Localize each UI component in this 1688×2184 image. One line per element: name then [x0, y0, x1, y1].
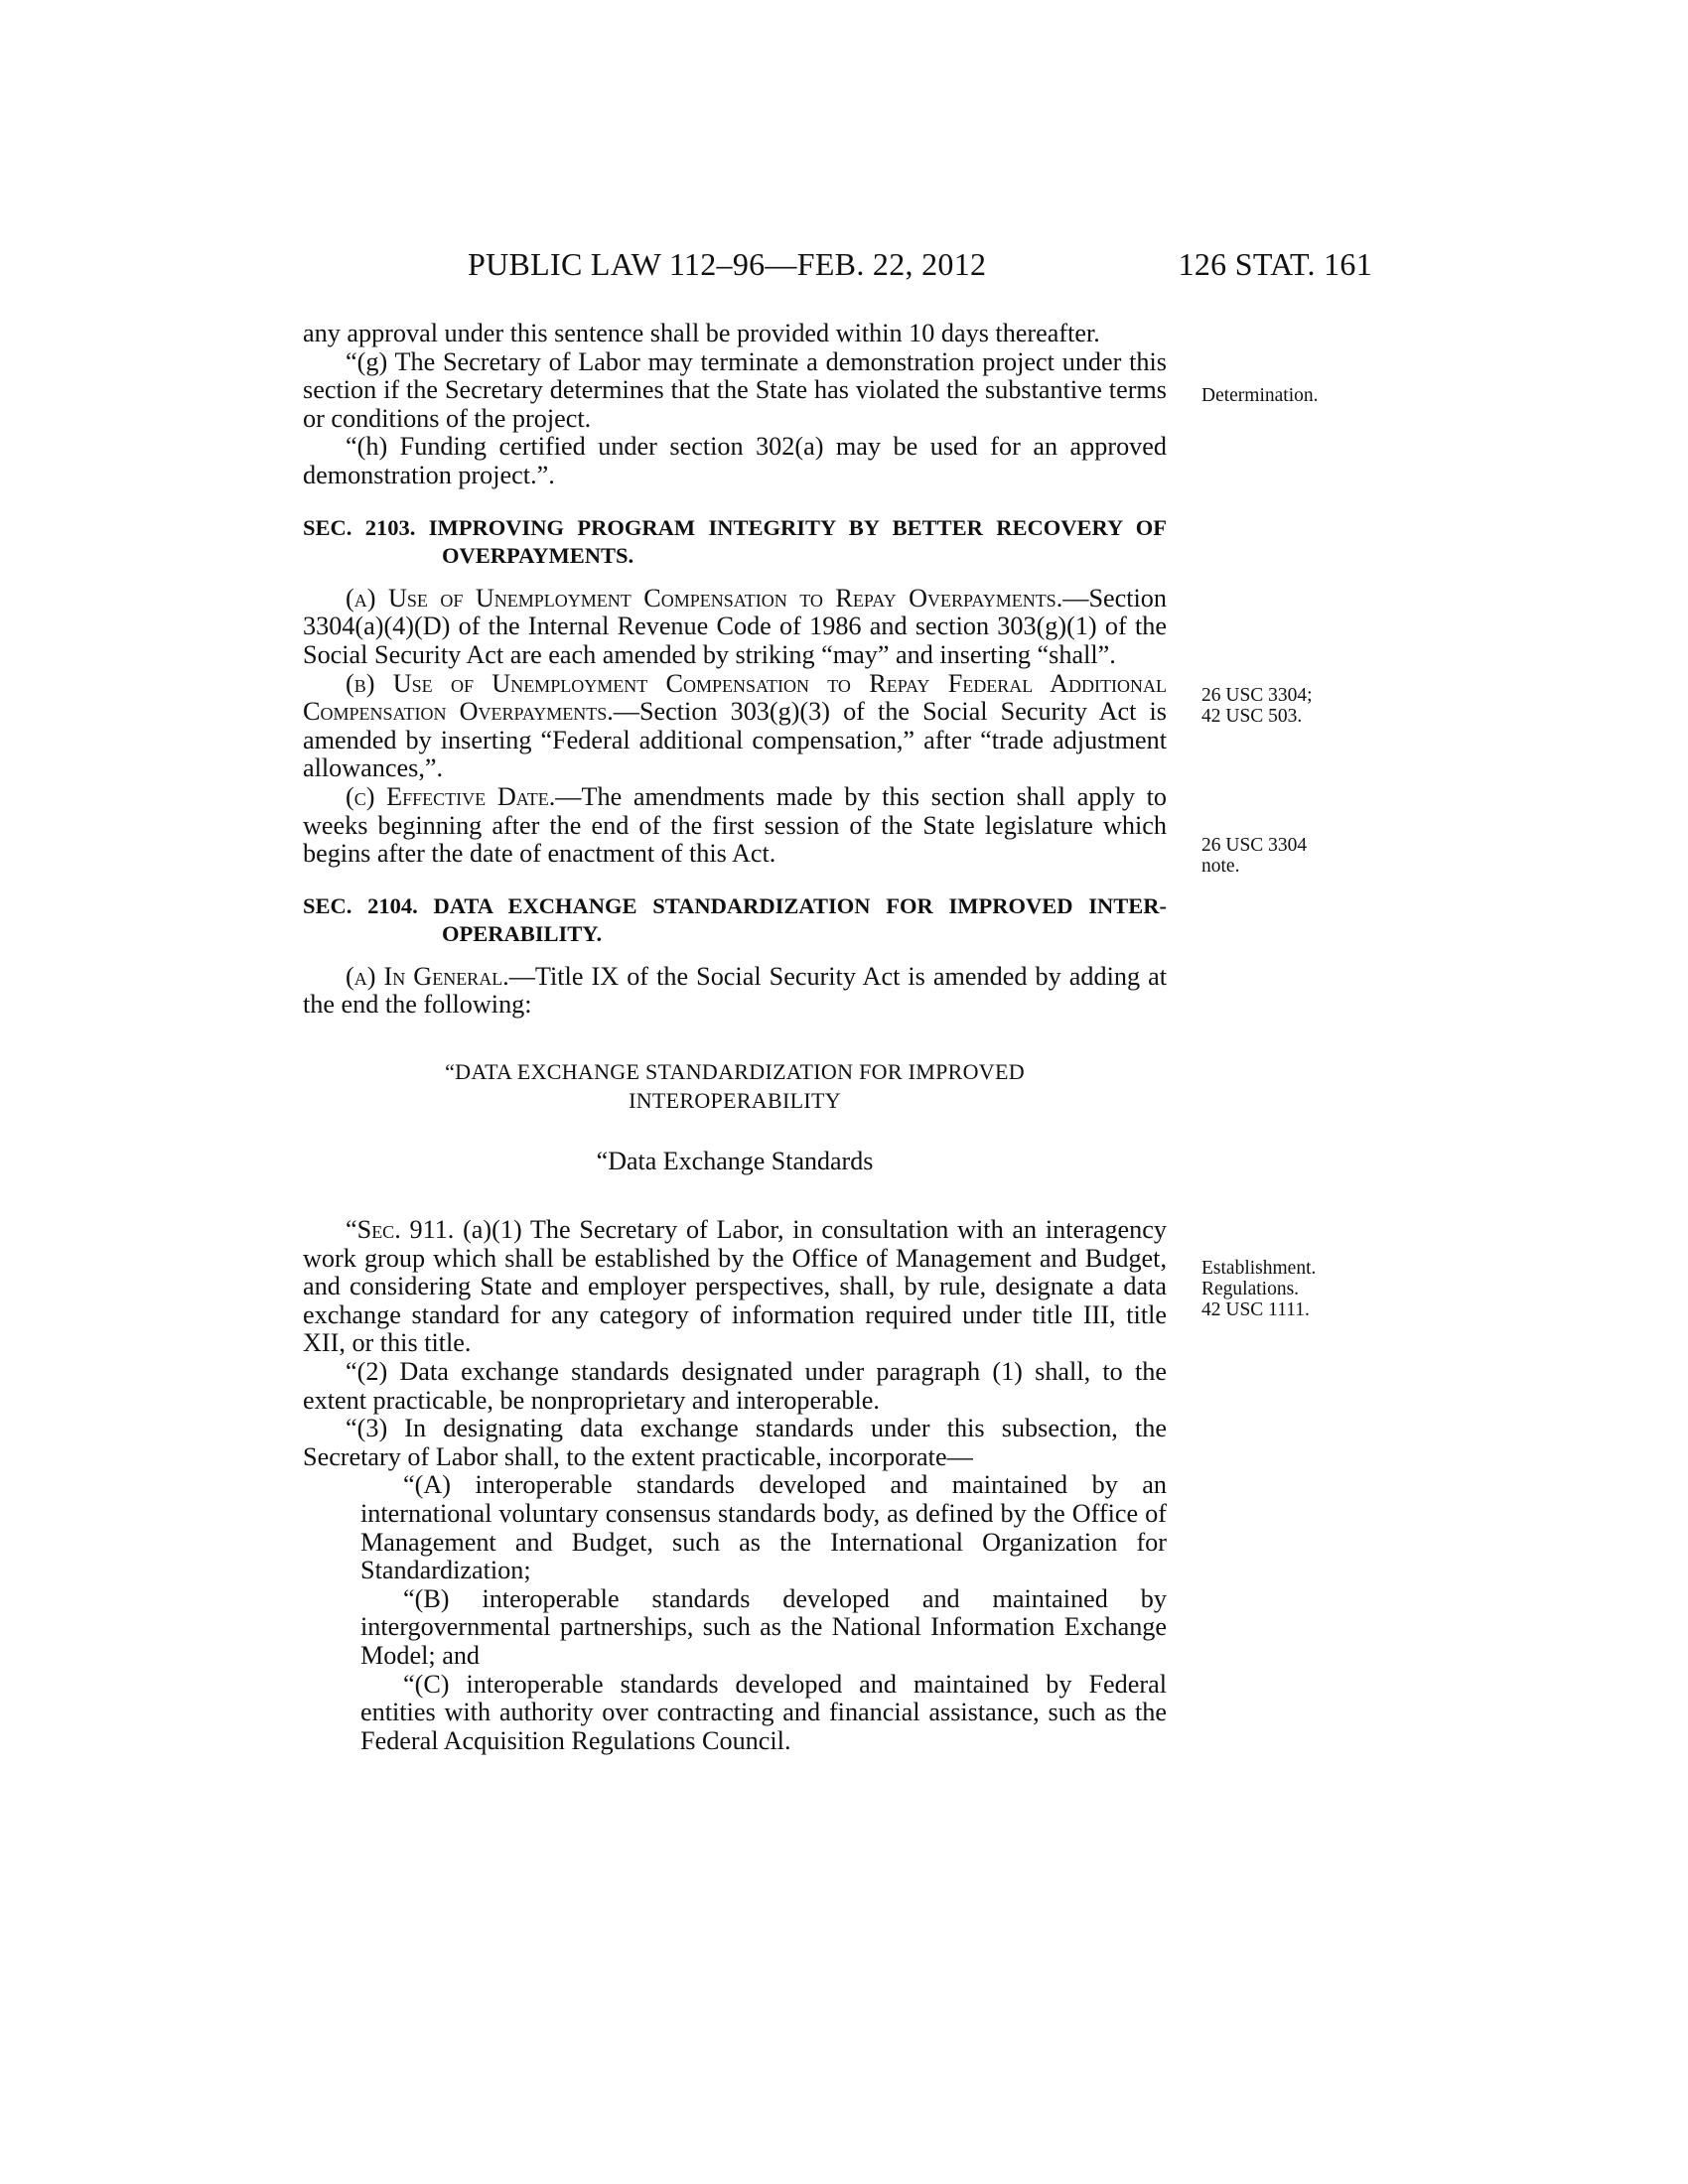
subsection-in-general: [303, 963, 1167, 1020]
margin-note-line: 42 USC 1111.: [1201, 1299, 1310, 1320]
margin-note-line: Regulations.: [1201, 1279, 1300, 1299]
margin-note-usc-citation: [1201, 685, 1313, 727]
margin-note-line: 26 USC 3304;: [1201, 685, 1313, 706]
margin-note-line: note.: [1201, 856, 1240, 877]
section-heading-2104: SEC. 2104. DATA EXCHANGE STANDARDIZATION FOR IMPROVED INTER-OPERABILITY.: [303, 892, 1167, 947]
subsection-heading: (c) Effective Date.: [346, 781, 556, 811]
margin-note-line: Determination.: [1201, 385, 1319, 406]
paragraph-g: “(g) The Secretary of Labor may terminate a demonstration project under this section if the Secretary determines that the State has violated the substantive terms or conditions of the project.: [303, 346, 1167, 433]
margin-note-establishment: [1201, 1258, 1316, 1320]
running-header: PUBLIC LAW 112–96—FEB. 22, 2012: [468, 246, 987, 282]
subsection-text: —Section 3304(a)(4)(D) of the Internal Revenue Code of 1986 and section 303(g)(1) of the Social Security Act are each amended by striking “may” and inserting “shall”.: [303, 583, 1167, 669]
subsection-heading: (a) Use of Unemployment Compensation to Repay Overpayments.: [346, 583, 1063, 613]
margin-note-usc-note: [1201, 835, 1307, 877]
inserted-subtitle: “Data Exchange Standards: [596, 1147, 874, 1176]
margin-note-line: Establishment.: [1201, 1258, 1317, 1279]
statute-body: [303, 320, 1167, 1755]
page-citation: 126 STAT. 161: [1178, 246, 1372, 282]
section-text: 911. (a)(1) The Secretary of Labor, in consultation with an interagency work group which shall be established by the Office of Management and Budget, and considering State and employer perspectives, shall, by rule, designate a data exchange standard for any category of information required under title III, title XII, or this title.: [303, 1215, 1167, 1358]
subparagraph-C: “(C) interoperable standards developed and maintained by Federal entities with authority over contracting and financial assistance, such as the Federal Acquisition Regulations Council.: [360, 1669, 1167, 1755]
subsection-b: [303, 670, 1167, 783]
margin-note-line: 26 USC 3304: [1201, 835, 1308, 856]
paragraph-3: “(3) In designating data exchange standards under this subsection, the Secretary of Labor shall, to the extent practicable, incorporate—: [303, 1414, 1167, 1471]
inserted-title-line: “DATA EXCHANGE STANDARDIZATION FOR IMPROVED: [445, 1059, 1025, 1085]
section-label: “Sec.: [346, 1215, 401, 1245]
paragraph-h: “(h) Funding certified under section 302(a) may be used for an approved demonstration project.”.: [303, 432, 1167, 489]
subparagraph-B: “(B) interoperable standards developed and maintained by intergovernmental partnerships, such as the National Information Exchange Model; and: [360, 1583, 1167, 1670]
subsection-a: [303, 585, 1167, 670]
subparagraph-A: “(A) interoperable standards developed and maintained by an international voluntary consensus standards body, as defined by the Office of Management and Budget, such as the International Organization for Standardization;: [360, 1470, 1167, 1585]
paragraph-2: “(2) Data exchange standards designated under paragraph (1) shall, to the extent practicable, be nonproprietary and interoperable.: [303, 1357, 1167, 1415]
margin-note-line: 42 USC 503.: [1201, 706, 1303, 727]
margin-note-determination: [1201, 385, 1319, 406]
subsection-text: —Title IX of the Social Security Act is amended by adding at the end the following:: [303, 961, 1168, 1020]
subsection-text: —The amendments made by this section shall apply to weeks beginning after the end of the first session of the State legislature which begins after the date of enactment of this Act.: [303, 781, 1167, 869]
subsection-text: —Section 303(g)(3) of the Social Security Act is amended by inserting “Federal additional compensation,” after “trade adjustment allowances,”.: [303, 697, 1167, 783]
inserted-title: [303, 1057, 1167, 1115]
subsection-heading: (a) In General.: [346, 961, 509, 991]
subsection-heading: (b) Use of Unemployment Compensation to Repay Federal Additional Compensation Overpayments.: [303, 668, 1167, 727]
section-911-a1: [303, 1216, 1167, 1358]
inserted-title-line: INTEROPERABILITY: [629, 1088, 841, 1114]
subsection-c: [303, 783, 1167, 869]
paragraph-continuation: any approval under this sentence shall be provided within 10 days thereafter.: [303, 319, 1100, 347]
section-heading-2103: SEC. 2103. IMPROVING PROGRAM INTEGRITY BY BETTER RECOVERY OF OVERPAYMENTS.: [303, 514, 1167, 569]
